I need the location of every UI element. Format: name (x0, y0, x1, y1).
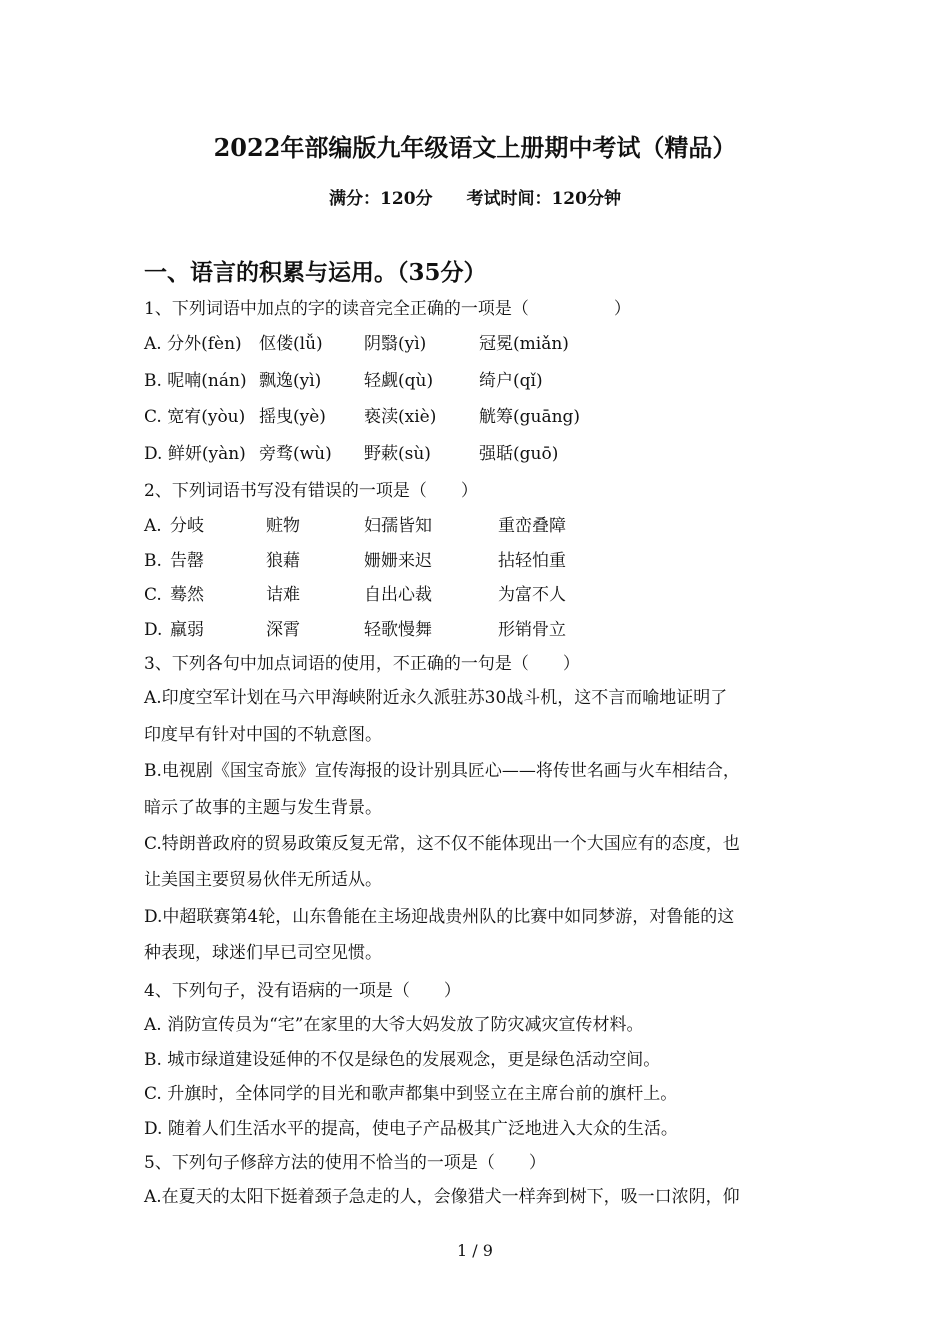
question-1-stem: 1、下列词语中加点的字的读音完全正确的一项是（ ） (144, 299, 631, 319)
question-1-option: C. 宽宥(yòu) 摇曳(yè) 亵渎(xiè) 觥筹(guāng) (144, 407, 581, 427)
question-3-text-line: 暗示了故事的主题与发生背景。 (144, 798, 382, 818)
question-3-text-line: A.印度空军计划在马六甲海峡附近永久派驻苏30战斗机，这不言而喻地证明了 (144, 688, 728, 708)
question-3-text-line: B.电视剧《国宝奇旅》宣传海报的设计别具匠心——将传世名画与火车相结合， (144, 761, 740, 781)
question-3-text-line: 印度早有针对中国的不轨意图。 (144, 725, 382, 745)
exam-info (0, 184, 950, 209)
page-number: 1 / 9 (457, 1241, 493, 1260)
question-3-stem: 3、下列各句中加点词语的使用，不正确的一句是（ ） (144, 654, 580, 674)
question-4-option: C. 升旗时，全体同学的目光和歌声都集中到竖立在主席台前的旗杆上。 (144, 1084, 678, 1104)
question-3-text-line: C.特朗普政府的贸易政策反复无常，这不仅不能体现出一个大国应有的态度，也 (144, 834, 740, 854)
exam-time: 考试时间：120分钟 (466, 189, 621, 209)
question-3-text-line: D.中超联赛第4轮，山东鲁能在主场迎战贵州队的比赛中如同梦游，对鲁能的这 (144, 907, 735, 927)
question-4-stem: 4、下列句子，没有语病的一项是（ ） (144, 981, 461, 1001)
question-3-text-line: 种表现，球迷们早已司空见惯。 (144, 943, 382, 963)
full-score: 满分：120分 (329, 189, 433, 209)
question-2-option: B. 告罄 狼藉 姗姗来迟 拈轻怕重 (144, 551, 566, 571)
question-1-option: B. 呢喃(nán) 飘逸(yì) 轻觑(qù) 绮户(qǐ) (144, 371, 543, 391)
question-2-stem: 2、下列词语书写没有错误的一项是（ ） (144, 481, 478, 501)
section-heading: 一、语言的积累与运用。（35分） (144, 259, 487, 286)
question-4-option: D. 随着人们生活水平的提高，使电子产品极其广泛地进入大众的生活。 (144, 1119, 678, 1139)
exam-title: 2022年部编版九年级语文上册期中考试（精品） (213, 133, 737, 162)
question-2-option: D. 羸弱 深霄 轻歌慢舞 形销骨立 (144, 620, 566, 640)
question-1-option: A. 分外(fèn) 伛偻(lǚ) 阴翳(yì) 冠冕(miǎn) (144, 334, 569, 354)
question-5-text-line: A.在夏天的太阳下挺着颈子急走的人，会像猎犬一样奔到树下，吸一口浓阴，仰 (144, 1187, 740, 1207)
question-5-stem: 5、下列句子修辞方法的使用不恰当的一项是（ ） (144, 1153, 546, 1173)
question-2-option: C. 蓦然 诘难 自出心裁 为富不人 (144, 585, 566, 605)
question-3-text-line: 让美国主要贸易伙伴无所适从。 (144, 870, 382, 890)
question-4-option: A. 消防宣传员为“宅”在家里的大爷大妈发放了防灾减灾宣传材料。 (144, 1015, 644, 1035)
question-1-option: D. 鲜妍(yàn) 旁骛(wù) 野蔌(sù) 强聒(guō) (144, 444, 559, 464)
question-2-option: A. 分岐 赃物 妇孺皆知 重峦叠障 (144, 516, 566, 536)
question-4-option: B. 城市绿道建设延伸的不仅是绿色的发展观念，更是绿色活动空间。 (144, 1050, 661, 1070)
